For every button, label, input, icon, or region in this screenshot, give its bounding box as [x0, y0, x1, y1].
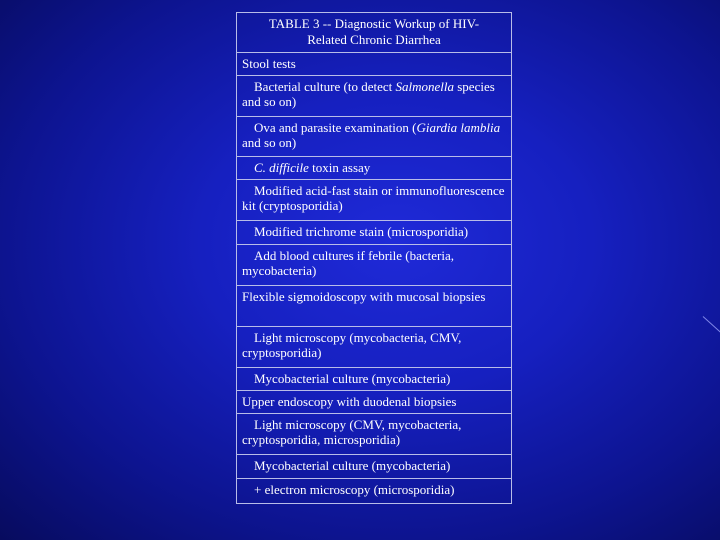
- row-text: and so on): [242, 134, 297, 150]
- row-text: Mycobacterial culture (mycobacteria): [254, 458, 451, 474]
- row-italic-text: Salmonella: [395, 78, 454, 94]
- row-text: species and so on): [242, 78, 495, 109]
- row-text: toxin assay: [308, 160, 371, 176]
- table-row-blood-cultures: [237, 245, 511, 286]
- row-text: Modified trichrome stain (microsporidia): [254, 224, 469, 240]
- table-row-bacterial-culture: [237, 76, 511, 117]
- table-row-c-difficile: [237, 157, 511, 180]
- row-text: Upper endoscopy with duodenal biopsies: [242, 394, 457, 410]
- table-row-mycobacterial-culture-1: [237, 368, 511, 392]
- table-row-sigmoidoscopy: [237, 286, 511, 327]
- table-row-mycobacterial-culture-2: [237, 455, 511, 479]
- row-text: Ova and parasite examination (: [254, 119, 417, 135]
- table-title-line-1: TABLE 3 -- Diagnostic Workup of HIV-: [268, 16, 480, 31]
- table-row-trichrome-stain: [237, 221, 511, 245]
- row-text: + electron microscopy (microsporidia): [254, 482, 455, 498]
- row-text: Add blood cultures if febrile (bacteria, mycobacteria): [242, 248, 454, 279]
- row-text: Mycobacterial culture (mycobacteria): [254, 370, 451, 386]
- table-row-electron-microscopy: [237, 479, 511, 503]
- table-title: [237, 13, 511, 53]
- row-text: Flexible sigmoidoscopy with mucosal biopsies: [242, 288, 486, 304]
- diagnostic-workup-table: [236, 12, 512, 504]
- row-text: Light microscopy (CMV, mycobacteria, cryptosporidia, microsporidia): [242, 417, 462, 448]
- table-row-ova-parasite: [237, 117, 511, 158]
- table-title-line-2: Related Chronic Diarrhea: [307, 32, 441, 47]
- table-row-light-microscopy-1: [237, 327, 511, 368]
- table-row-upper-endoscopy: [237, 391, 511, 414]
- row-italic-text: Giardia lamblia: [416, 119, 501, 135]
- row-text: Modified acid-fast stain or immunofluorescence kit (cryptosporidia): [242, 183, 505, 214]
- row-text: Stool tests: [242, 55, 296, 71]
- row-italic-text: C. difficile: [254, 160, 309, 176]
- row-text: Bacterial culture (to detect: [254, 78, 396, 94]
- table-row-acid-fast-stain: [237, 180, 511, 221]
- table-row-stool-tests: [237, 53, 511, 76]
- decorative-line: [703, 316, 720, 334]
- table-row-light-microscopy-2: [237, 414, 511, 455]
- row-text: Light microscopy (mycobacteria, CMV, cryptosporidia): [242, 329, 462, 360]
